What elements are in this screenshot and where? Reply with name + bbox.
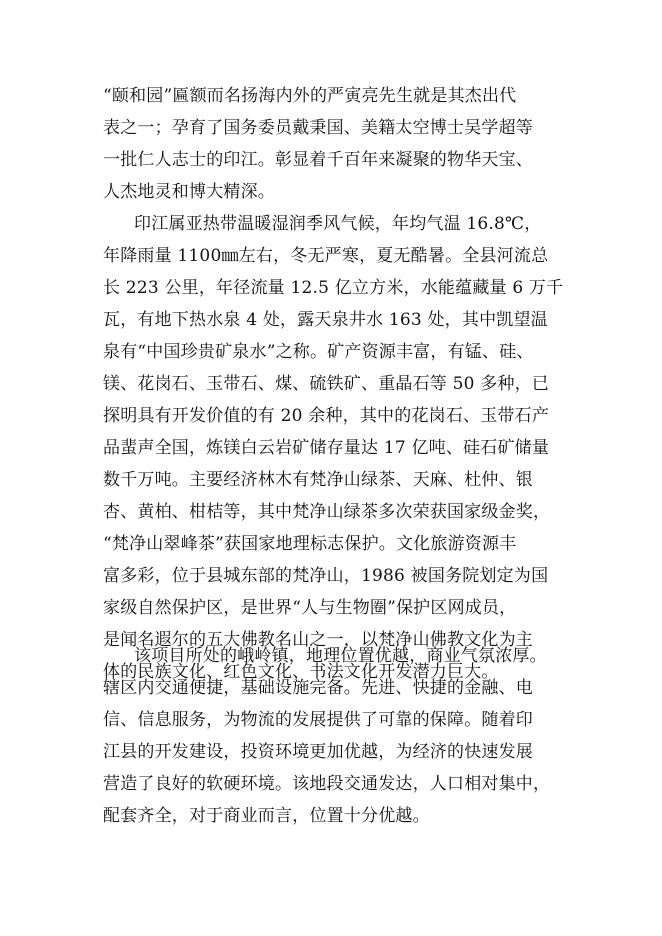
document-body: [103, 80, 583, 208]
paragraph-line: 配套齐全，对于商业而言，位置十分优越。: [103, 806, 430, 826]
paragraph-line: 长 223 公里，年径流量 12.5 亿立方米，水能蕴藏量 6 万千: [103, 278, 564, 298]
paragraph-line: 富多彩，位于县城东部的梵净山，1986 被国务院划定为国: [103, 566, 549, 586]
paragraph-line: 是闻名遐尔的五大佛教名山之一，以梵净山佛教文化为主: [103, 630, 533, 650]
paragraph-line: 人杰地灵和博大精深。: [103, 182, 275, 202]
paragraph-line: 营造了良好的软硬环境。该地段交通发达，人口相对集中，: [103, 774, 551, 794]
paragraph-line: 杏、黄柏、柑桔等，其中梵净山绿茶多次荣获国家级金奖，: [103, 502, 551, 522]
paragraph-line: 品蜚声全国，炼镁白云岩矿储存量达 17 亿吨、硅石矿储量: [103, 438, 550, 458]
paragraph-line: 信、信息服务，为物流的发展提供了可靠的保障。随着印: [103, 710, 533, 730]
paragraph-2: [103, 208, 583, 688]
paragraph-line: “颐和园”匾额而名扬海内外的严寅亮先生就是其杰出代: [103, 86, 517, 106]
paragraph-line: 体的民族文化、红色文化、书法文化开发潜力巨大。: [103, 662, 499, 682]
paragraph-line: 印江属亚热带温暖湿润季风气候，年均气温 16.8℃，: [134, 214, 542, 234]
paragraph-line: “梵净山翠峰茶”获国家地理标志保护。文化旅游资源丰: [103, 534, 517, 554]
paragraph-line: 探明具有开发价值的有 20 余种，其中的花岗石、玉带石产: [103, 406, 550, 426]
paragraph-line: 辖区内交通便捷，基础设施完备。先进、快捷的金融、电: [103, 678, 533, 698]
document-body-3: [103, 640, 583, 832]
paragraph-line: 镁、花岗石、玉带石、煤、硫铁矿、重晶石等 50 多种，已: [103, 374, 550, 394]
paragraph-3: [103, 640, 583, 832]
paragraph-1: [103, 80, 583, 208]
paragraph-line: 表之一；孕育了国务委员戴秉国、美籍太空博士吴学超等: [103, 118, 533, 138]
paragraph-line: 泉有“中国珍贵矿泉水”之称。矿产资源丰富，有锰、硅、: [103, 342, 534, 362]
paragraph-line: 数千万吨。主要经济林木有梵净山绿茶、天麻、杜仲、银: [103, 470, 533, 490]
document-body-2: [103, 208, 583, 688]
paragraph-line: 江县的开发建设，投资环境更加优越，为经济的快速发展: [103, 742, 533, 762]
paragraph-line: 家级自然保护区，是世界“人与生物圈”保护区网成员，: [103, 598, 517, 618]
paragraph-line: 年降雨量 1100㎜左右，冬无严寒，夏无酷暑。全县河流总: [103, 246, 549, 266]
paragraph-line: 瓦，有地下热水泉 4 处，露天泉井水 163 处，其中凯望温: [103, 310, 548, 330]
paragraph-line: 该项目所处的峨岭镇，地理位置优越，商业气氛浓厚。: [134, 646, 547, 666]
paragraph-line: 一批仁人志士的印江。彰显着千百年来凝聚的物华天宝、: [103, 150, 533, 170]
